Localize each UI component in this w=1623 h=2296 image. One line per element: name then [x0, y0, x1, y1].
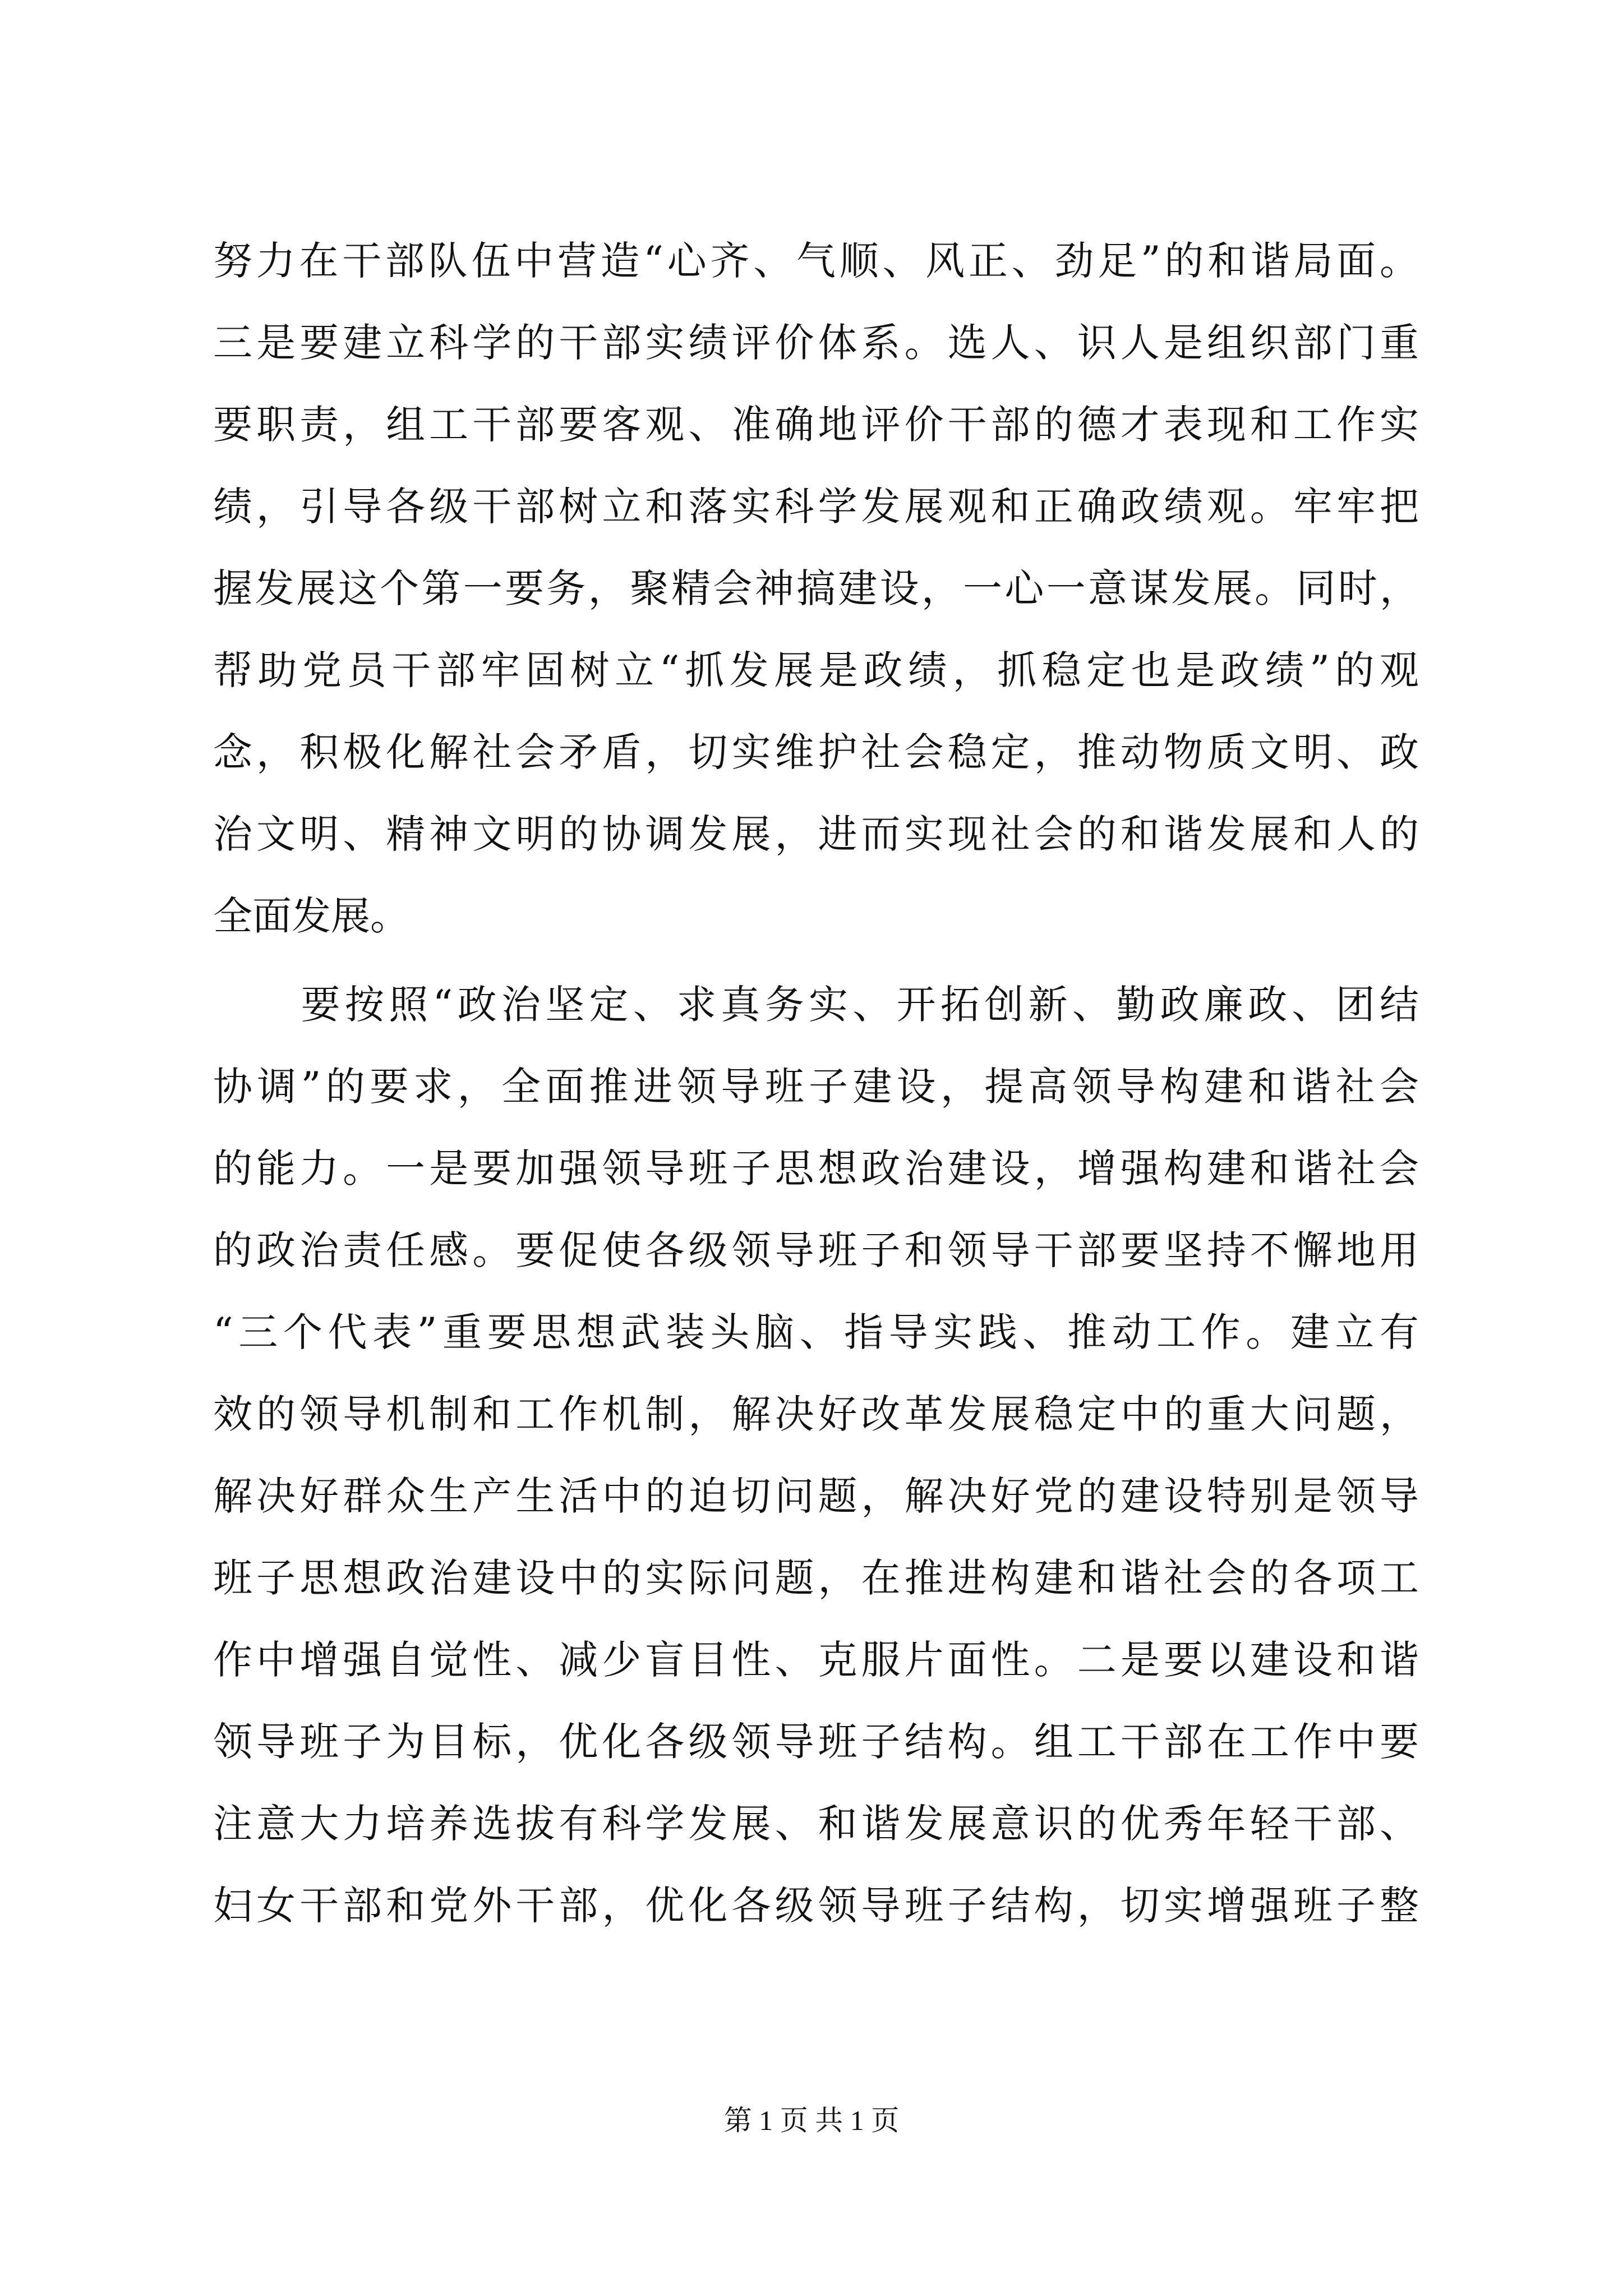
text-line: 效的领导机制和工作机制，解决好改革发展稳定中的重大问题， — [213, 1391, 1419, 1437]
page-footer: 第 1 页 共 1 页 — [723, 2105, 900, 2136]
text-line: 要按照“政治坚定、求真务实、开拓创新、勤政廉政、团结 — [213, 982, 1419, 1028]
text-line: 协调”的要求，全面推进领导班子建设，提高领导构建和谐社会 — [213, 1064, 1419, 1110]
text-line: 全面发展。 — [213, 893, 409, 939]
text-line: 作中增强自觉性、减少盲目性、克服片面性。二是要以建设和谐 — [213, 1637, 1419, 1683]
text-line: 帮助党员干部牢固树立“抓发展是政绩，抓稳定也是政绩”的观 — [213, 647, 1419, 693]
text-line: 的政治责任感。要促使各级领导班子和领导干部要坚持不懈地用 — [213, 1227, 1419, 1273]
text-line: 班子思想政治建设中的实际问题，在推进构建和谐社会的各项工 — [213, 1555, 1419, 1601]
text-line: 努力在干部队伍中营造“心齐、气顺、风正、劲足”的和谐局面。 — [213, 238, 1419, 284]
text-line: 念，积极化解社会矛盾，切实维护社会稳定，推动物质文明、政 — [213, 729, 1419, 775]
text-line: 领导班子为目标，优化各级领导班子结构。组工干部在工作中要 — [213, 1719, 1419, 1765]
text-line: 的能力。一是要加强领导班子思想政治建设，增强构建和谐社会 — [213, 1145, 1419, 1191]
text-line: 解决好群众生产生活中的迫切问题，解决好党的建设特别是领导 — [213, 1473, 1419, 1519]
text-line: 握发展这个第一要务，聚精会神搞建设，一心一意谋发展。同时， — [213, 565, 1419, 611]
text-line: 治文明、精神文明的协调发展，进而实现社会的和谐发展和人的 — [213, 811, 1419, 857]
body-text — [213, 220, 1419, 1947]
text-line: 三是要建立科学的干部实绩评价体系。选人、识人是组织部门重 — [213, 320, 1419, 366]
text-line: “三个代表”重要思想武装头脑、指导实践、推动工作。建立有 — [213, 1309, 1419, 1355]
text-line: 妇女干部和党外干部，优化各级领导班子结构，切实增强班子整 — [213, 1883, 1419, 1929]
text-line: 要职责，组工干部要客观、准确地评价干部的德才表现和工作实 — [213, 402, 1419, 448]
text-line: 绩，引导各级干部树立和落实科学发展观和正确政绩观。牢牢把 — [213, 484, 1419, 530]
text-line: 注意大力培养选拔有科学发展、和谐发展意识的优秀年轻干部、 — [213, 1801, 1419, 1847]
paragraph-gap — [213, 957, 1419, 964]
